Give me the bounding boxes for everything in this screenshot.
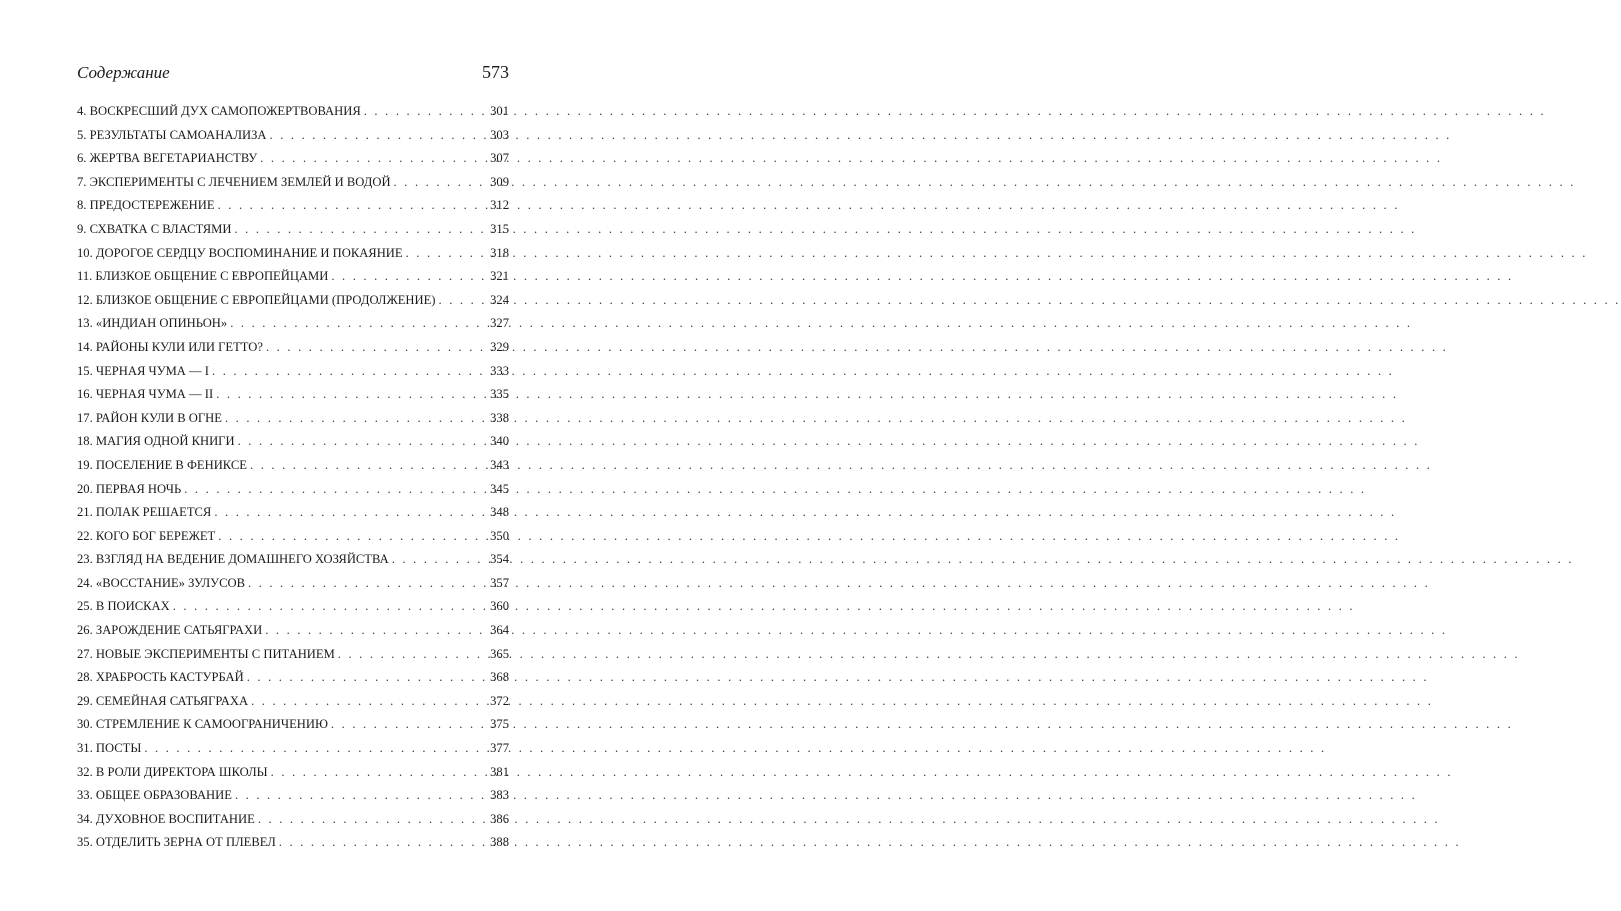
toc-entry <box>77 666 509 690</box>
dot-leader <box>173 595 482 619</box>
dot-leader <box>279 831 482 855</box>
toc-entry-title: 34. ДУХОВНОЕ ВОСПИТАНИЕ <box>77 811 255 826</box>
running-head <box>77 62 509 88</box>
toc-entry-title: 9. СХВАТКА С ВЛАСТЯМИ <box>77 221 232 236</box>
toc-entry <box>77 548 509 572</box>
toc-entry <box>77 525 509 549</box>
toc-entry-page: 312 <box>490 198 509 213</box>
toc-entry-page: 333 <box>490 363 509 378</box>
toc-entry-page: 301 <box>490 104 509 118</box>
toc-entry-page: 315 <box>490 221 509 236</box>
dot-leader <box>406 242 482 266</box>
dot-leader <box>260 147 482 171</box>
toc-entry-title: 33. ОБЩЕЕ ОБРАЗОВАНИЕ <box>77 788 232 803</box>
toc-entry-title: 16. ЧЕРНАЯ ЧУМА — II <box>77 387 214 402</box>
dot-leader <box>271 761 482 785</box>
dot-leader <box>338 643 482 667</box>
dot-leader <box>225 407 482 431</box>
toc-entry <box>77 218 509 242</box>
toc-entry <box>77 407 509 431</box>
toc-entry-title: 29. СЕМЕЙНАЯ САТЬЯГРАХА <box>77 693 249 708</box>
toc-entry-page: 354 <box>490 552 509 567</box>
toc-entry-title: 4. ВОСКРЕСШИЙ ДУХ САМОПОЖЕРТВОВАНИЯ <box>77 104 361 118</box>
toc-entry-page: 307 <box>490 151 509 166</box>
page-number: 573 <box>482 62 509 82</box>
toc-entry-title: 13. «ИНДИАН ОПИНЬОН» <box>77 316 228 331</box>
toc-entry-page: 375 <box>490 717 509 732</box>
toc-entry-title: 30. СТРЕМЛЕНИЕ К САМООГРАНИЧЕНИЮ <box>77 717 328 732</box>
toc-entry <box>77 595 509 619</box>
toc-entry <box>77 194 509 218</box>
toc-entry <box>77 501 509 525</box>
toc-entry-page: 321 <box>490 269 509 284</box>
toc-entry-title: 19. ПОСЕЛЕНИЕ В ФЕНИКСЕ <box>77 457 247 472</box>
toc-entry-title: 26. ЗАРОЖДЕНИЕ САТЬЯГРАХИ <box>77 623 263 638</box>
toc-entry-title: 32. В РОЛИ ДИРЕКТОРА ШКОЛЫ <box>77 764 268 779</box>
toc-entry-page: 360 <box>490 599 509 614</box>
toc-entry-title: 7. ЭКСПЕРИМЕНТЫ С ЛЕЧЕНИЕМ ЗЕМЛЕЙ И ВОДОЙ <box>77 174 391 189</box>
toc-entry <box>77 643 509 667</box>
dot-leader <box>216 383 482 407</box>
toc-entry-page: 327 <box>490 316 509 331</box>
toc-entry <box>77 430 509 454</box>
toc-entry <box>77 478 509 502</box>
toc-entry <box>77 690 509 714</box>
toc-entry-title: 20. ПЕРВАЯ НОЧЬ <box>77 481 182 496</box>
book-page <box>0 0 586 911</box>
toc-entry-title: 17. РАЙОН КУЛИ В ОГНЕ <box>77 410 222 425</box>
toc-entry-page: 345 <box>490 481 509 496</box>
toc-entry-page: 383 <box>490 788 509 803</box>
dot-leader <box>214 501 482 525</box>
toc-entry-title: 15. ЧЕРНАЯ ЧУМА — I <box>77 363 209 378</box>
dot-leader <box>364 100 482 124</box>
toc-entry-page: 364 <box>490 623 509 638</box>
toc-entry-title: 22. КОГО БОГ БЕРЕЖЕТ <box>77 528 216 543</box>
dot-leader <box>331 265 482 289</box>
toc-entry-title: 14. РАЙОНЫ КУЛИ ИЛИ ГЕТТО? <box>77 339 263 354</box>
dot-leader <box>212 360 482 384</box>
dot-leader <box>394 171 482 195</box>
dot-leader <box>234 218 482 242</box>
toc-entry-page: 309 <box>490 174 509 189</box>
toc-entry <box>77 383 509 407</box>
toc-entry-page: 324 <box>490 292 509 307</box>
toc-entry-page: 343 <box>490 457 509 472</box>
dot-leader <box>250 454 482 478</box>
toc-entry-page: 340 <box>490 434 509 449</box>
toc-entry <box>77 761 509 785</box>
toc-entry-title: 6. ЖЕРТВА ВЕГЕТАРИАНСТВУ <box>77 151 258 166</box>
dot-leader <box>235 784 482 808</box>
toc-entry <box>77 619 509 643</box>
toc-entry <box>77 265 509 289</box>
toc-entry-page: 377 <box>490 741 509 756</box>
toc-entry <box>77 808 509 832</box>
toc-entry <box>77 784 509 808</box>
toc-entry-title: 35. ОТДЕЛИТЬ ЗЕРНА ОТ ПЛЕВЕЛ <box>77 835 276 850</box>
dot-leader <box>184 478 482 502</box>
dot-leader <box>392 548 482 572</box>
running-title: Содержание <box>77 63 170 82</box>
dot-leader <box>439 289 482 313</box>
dot-leader <box>266 336 482 360</box>
toc-entry-page: 372 <box>490 693 509 708</box>
toc-entry-title: 10. ДОРОГОЕ СЕРДЦУ ВОСПОМИНАНИЕ И ПОКАЯНИЕ <box>77 245 403 260</box>
toc-entry <box>77 454 509 478</box>
toc-entry-page: 329 <box>490 339 509 354</box>
toc-entry-page: 335 <box>490 387 509 402</box>
dot-leader <box>238 430 482 454</box>
toc-entry <box>77 713 509 737</box>
table-of-contents <box>77 100 509 855</box>
toc-entry-page: 318 <box>490 245 509 260</box>
toc-entry <box>77 831 509 855</box>
toc-entry <box>77 572 509 596</box>
toc-entry-title: 5. РЕЗУЛЬТАТЫ САМОАНАЛИЗА <box>77 127 267 142</box>
toc-entry-page: 388 <box>490 835 509 850</box>
dot-leader <box>218 525 482 549</box>
dot-leader <box>270 124 483 148</box>
toc-entry-page: 303 <box>490 127 509 142</box>
toc-entry-title: 27. НОВЫЕ ЭКСПЕРИМЕНТЫ С ПИТАНИЕМ <box>77 646 335 661</box>
toc-entry <box>77 289 509 313</box>
toc-entry-page: 386 <box>490 811 509 826</box>
dot-leader <box>218 194 482 218</box>
dot-leader <box>248 572 482 596</box>
dot-leader <box>331 713 482 737</box>
toc-entry-title: 28. ХРАБРОСТЬ КАСТУРБАЙ <box>77 670 244 685</box>
dot-leader <box>265 619 482 643</box>
toc-entry-title: 25. В ПОИСКАХ <box>77 599 170 614</box>
dot-leader <box>258 808 482 832</box>
toc-entry <box>77 336 509 360</box>
toc-entry-title: 23. ВЗГЛЯД НА ВЕДЕНИЕ ДОМАШНЕГО ХОЗЯЙСТВА <box>77 552 389 567</box>
toc-entry-page: 350 <box>490 528 509 543</box>
dot-leader <box>230 312 482 336</box>
toc-entry-title: 31. ПОСТЫ <box>77 741 142 756</box>
toc-entry <box>77 147 509 171</box>
dot-leader <box>251 690 482 714</box>
toc-entry <box>77 360 509 384</box>
toc-entry-page: 357 <box>490 575 509 590</box>
toc-entry-page: 368 <box>490 670 509 685</box>
toc-entry-title: 24. «ВОССТАНИЕ» ЗУЛУСОВ <box>77 575 245 590</box>
toc-entry-title: 11. БЛИЗКОЕ ОБЩЕНИЕ С ЕВРОПЕЙЦАМИ <box>77 269 329 284</box>
toc-entry <box>77 171 509 195</box>
toc-entry <box>77 737 509 761</box>
toc-entry <box>77 242 509 266</box>
toc-entry-page: 365 <box>490 646 509 661</box>
dot-leader <box>247 666 482 690</box>
toc-entry-page: 338 <box>490 410 509 425</box>
toc-entry <box>77 124 509 148</box>
toc-entry <box>77 312 509 336</box>
dot-leader <box>144 737 482 761</box>
toc-entry <box>77 100 509 124</box>
toc-entry-title: 21. ПОЛАК РЕШАЕТСЯ <box>77 505 212 520</box>
toc-entry-title: 18. МАГИЯ ОДНОЙ КНИГИ <box>77 434 235 449</box>
toc-entry-title: 12. БЛИЗКОЕ ОБЩЕНИЕ С ЕВРОПЕЙЦАМИ (ПРОДОЛЖЕНИЕ) <box>77 292 436 307</box>
toc-entry-title: 8. ПРЕДОСТЕРЕЖЕНИЕ <box>77 198 215 213</box>
toc-entry-page: 348 <box>490 505 509 520</box>
toc-entry-page: 381 <box>490 764 509 779</box>
